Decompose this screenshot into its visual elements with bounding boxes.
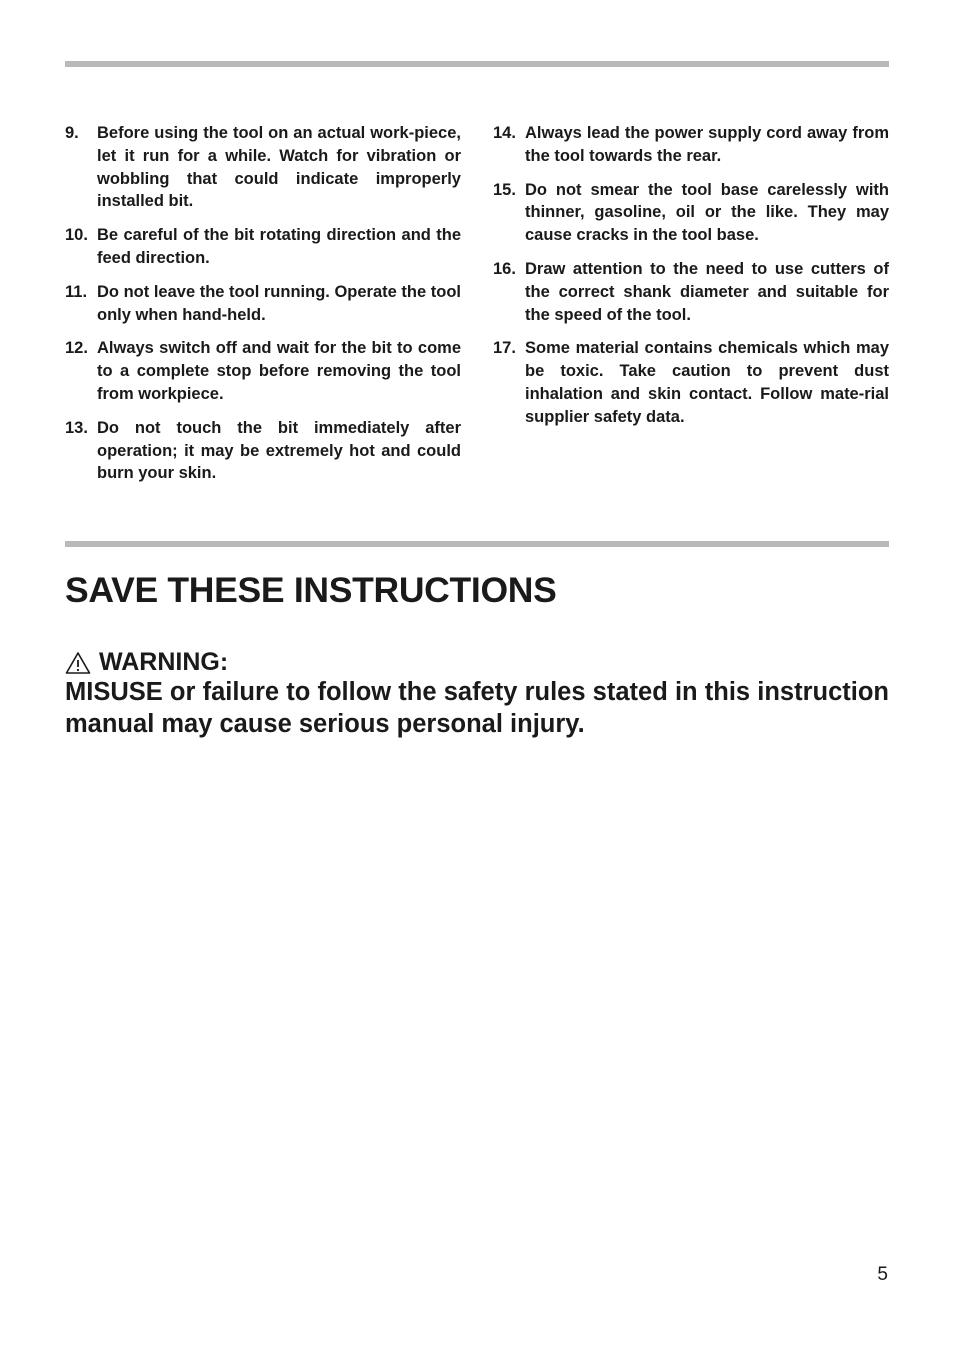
warning-header [65,648,228,677]
item-text: Some material contains chemicals which may be toxic. Take caution to prevent dust inhalation and skin contact. Follow mate-rial supplier safety data. [525,339,889,426]
list-item [65,417,461,485]
item-number: 14. [493,124,516,142]
section-divider [65,541,889,547]
item-text: Always lead the power supply cord away from the tool towards the rear. [525,124,889,165]
warning-label: WARNING: [99,648,229,676]
item-number: 9. [65,124,79,142]
item-number: 12. [65,339,88,358]
list-item [65,224,461,270]
item-number: 15. [493,180,516,199]
list-item [493,258,889,326]
top-divider [65,61,889,67]
item-number: 10. [65,226,88,245]
item-text: Do not leave the tool running. Operate the tool only when hand-held. [97,282,461,324]
list-item [493,337,889,428]
list-item [65,281,461,327]
item-text: Do not touch the bit immediately after operation; it may be extremely hot and could burn your skin. [97,418,461,483]
list-item [493,122,889,168]
item-number: 11. [65,282,88,301]
list-item [65,337,461,405]
item-number: 13. [65,418,88,437]
right-column [493,122,889,440]
item-text: Do not smear the tool base carelessly with thinner, gasoline, oil or the like. They may cause cracks in the tool base. [525,180,889,245]
item-text: Draw attention to the need to use cutters of the correct shank diameter and suitable for the speed of the tool. [525,259,889,324]
section-heading: SAVE THESE INSTRUCTIONS [65,570,557,610]
page-number: 5 [877,1264,888,1285]
left-column [65,122,461,496]
item-text: Always switch off and wait for the bit to come to a complete stop before removing the tool from workpiece. [97,339,461,403]
item-number: 16. [493,259,516,278]
list-item [493,179,889,247]
warning-text: MISUSE or failure to follow the safety rules stated in this instruction manual may cause serious personal injury. [65,678,889,738]
list-item [65,122,461,213]
warning-triangle-icon [65,651,91,675]
item-text: Before using the tool on an actual work-piece, let it run for a while. Watch for vibration or wobbling that could indicate improperly installed bit. [97,124,461,211]
item-number: 17. [493,339,516,358]
item-text: Be careful of the bit rotating direction and the feed direction. [97,226,461,267]
